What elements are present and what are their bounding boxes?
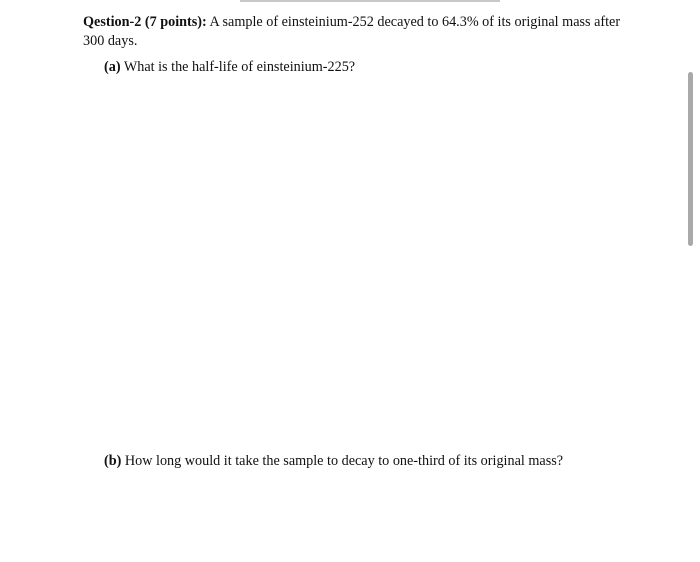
previous-page-text-fragment <box>240 0 500 3</box>
vertical-scrollbar[interactable] <box>688 72 693 246</box>
question-number: Qestion-2 <box>83 14 142 30</box>
part-a-label: (a) <box>104 59 121 75</box>
part-a <box>104 58 355 77</box>
question-points: (7 points): <box>144 14 207 30</box>
part-a-text: What is the half-life of einsteinium-225? <box>123 59 356 75</box>
part-b-text: How long would it take the sample to decay to one-third of its original mass? <box>124 453 564 469</box>
question-text: A sample of einsteinium-252 decayed to 64.3% of its original mass after 300 days. <box>83 14 621 49</box>
part-b-label: (b) <box>104 453 122 469</box>
part-b <box>104 452 563 471</box>
question-statement <box>83 13 628 51</box>
